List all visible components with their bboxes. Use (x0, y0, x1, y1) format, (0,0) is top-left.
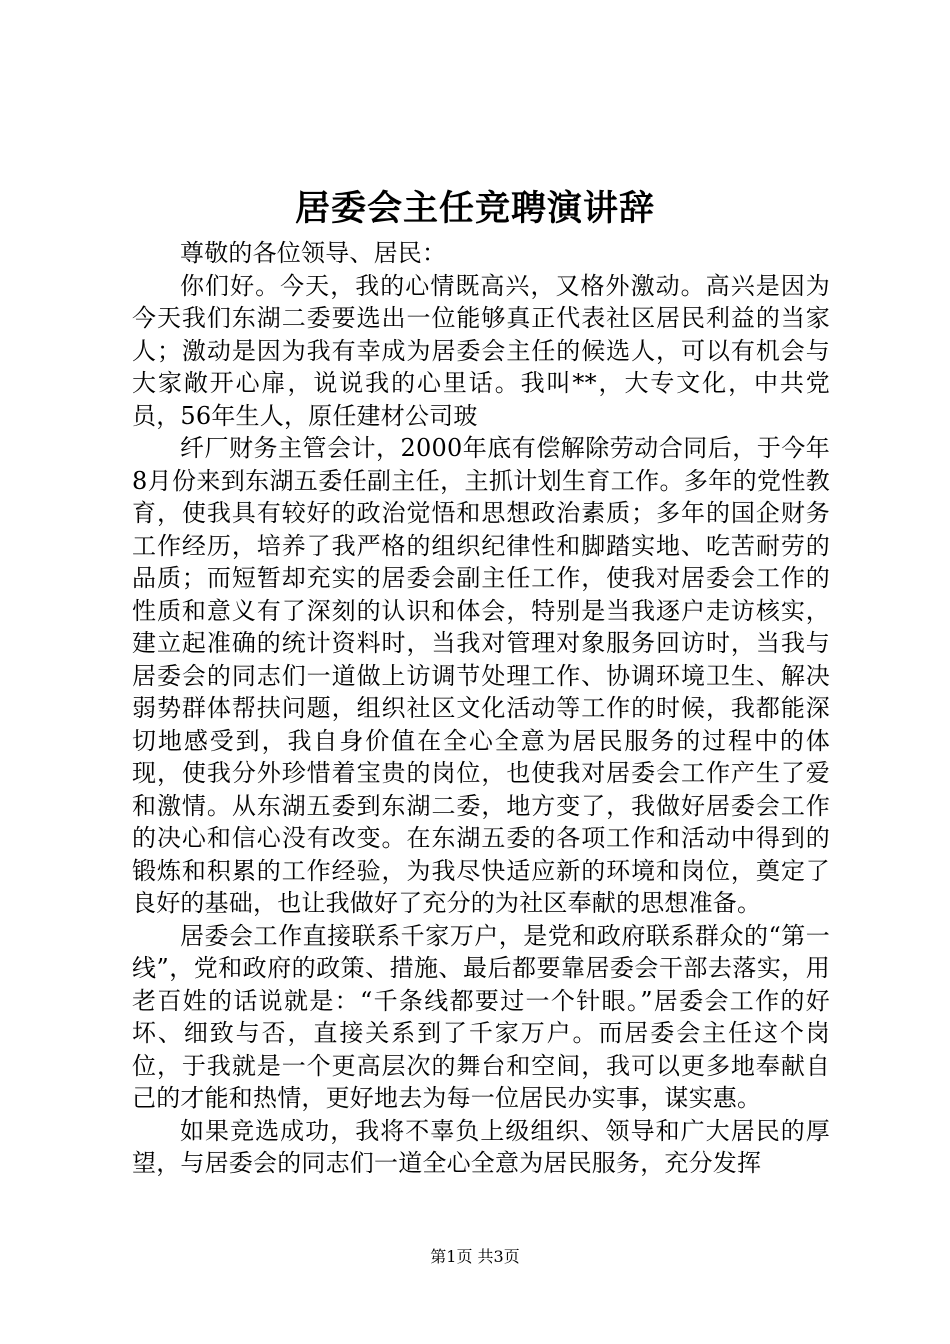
body-paragraph: 纤厂财务主管会计，2000年底有偿解除劳动合同后，于今年8月份来到东湖五委任副主任，主抓计划生育工作。多年的党性教育，使我具有较好的政治觉悟和思想政治素质；多年的国企财务工作经历，培养了我严格的组织纪律性和脚踏实地、吃苦耐劳的品质；而短暂却充实的居委会副主任工作，使我对居委会工作的性质和意义有了深刻的认识和体会，特别是当我逐户走访核实，建立起准确的统计资料时，当我对管理对象服务回访时，当我与居委会的同志们一道做上访调节处理工作、协调环境卫生、解决弱势群体帮扶问题，组织社区文化活动等工作的时候，我都能深切地感受到，我自身价值在全心全意为居民服务的过程中的体现，使我分外珍惜着宝贵的岗位，也使我对居委会工作产生了爱和激情。从东湖五委到东湖二委，地方变了，我做好居委会工作的决心和信心没有改变。在东湖五委的各项工作和活动中得到的锻炼和积累的工作经验，为我尽快适应新的环境和岗位，奠定了良好的基础，也让我做好了充分的为社区奉献的思想准备。 (132, 434, 830, 917)
body-paragraph: 你们好。今天，我的心情既高兴，又格外激动。高兴是因为今天我们东湖二委要选出一位能够真正代表社区居民利益的当家人；激动是因为我有幸成为居委会主任的候选人，可以有机会与大家敞开心扉，说说我的心里话。我叫**，大专文化，中共党员，56年生人，原任建材公司玻 (132, 271, 830, 430)
body-paragraph: 居委会工作直接联系千家万户，是党和政府联系群众的“第一线”，党和政府的政策、措施、最后都要靠居委会干部去落实，用老百姓的话说就是：“千条线都要过一个针眼。”居委会工作的好坏、细致与否，直接关系到了千家万户。而居委会主任这个岗位，于我就是一个更高层次的舞台和空间，我可以更多地奉献自己的才能和热情，更好地去为每一位居民办实事，谋实惠。 (132, 921, 830, 1112)
document-title: 居委会主任竞聘演讲辞 (294, 188, 655, 229)
document-body (132, 237, 830, 1180)
body-paragraph: 如果竞选成功，我将不辜负上级组织、领导和广大居民的厚望，与居委会的同志们一道全心全意为居民服务，充分发挥 (132, 1116, 830, 1177)
salutation-paragraph: 尊敬的各位领导、居民： (180, 239, 447, 267)
page-number-footer: 第1页 共3页 (430, 1247, 520, 1266)
